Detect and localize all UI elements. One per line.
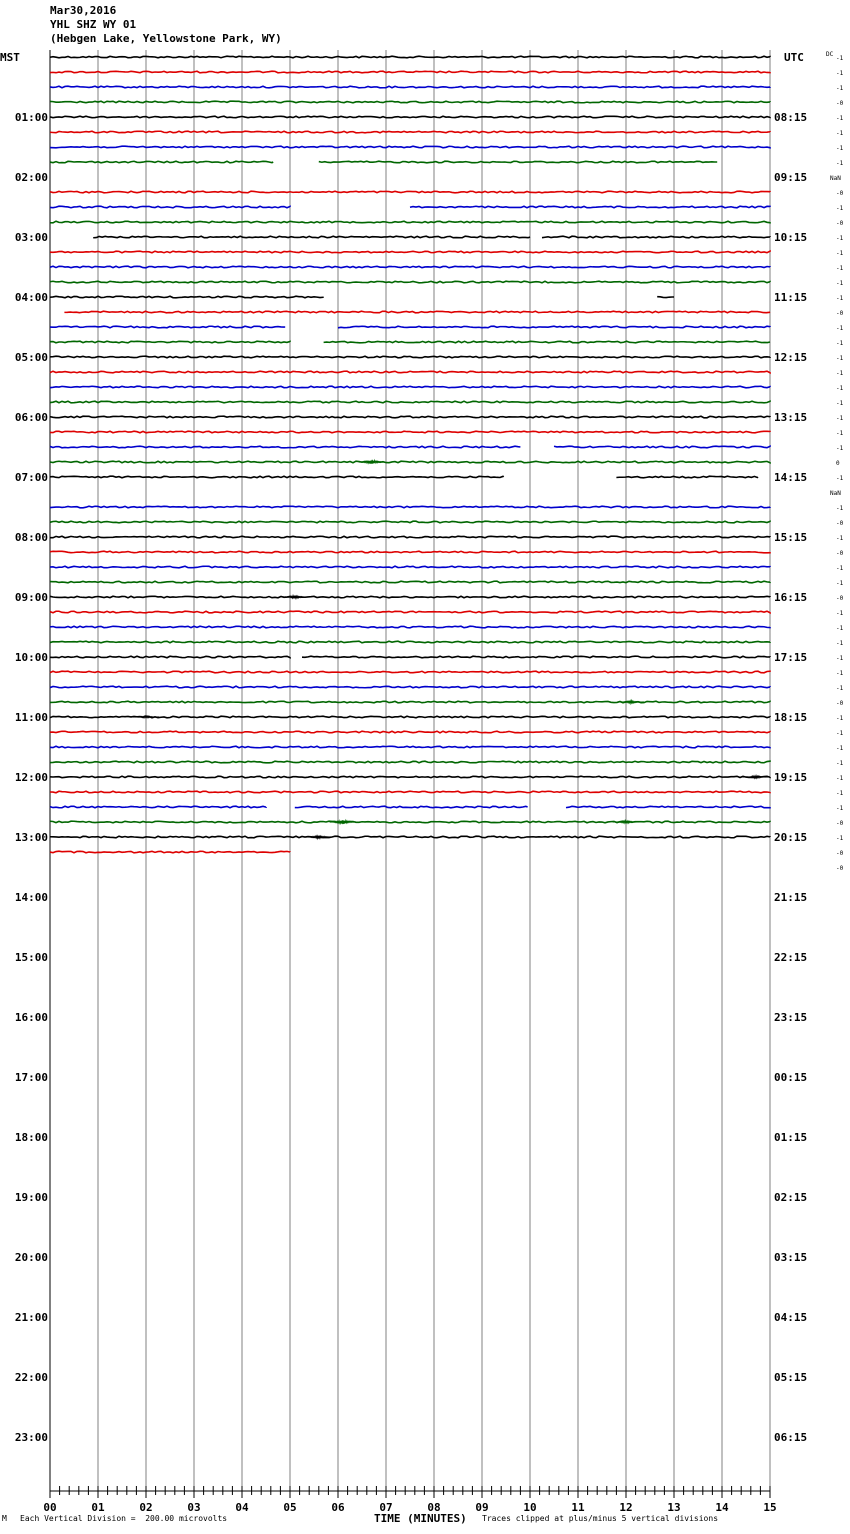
trace-row	[50, 386, 770, 388]
trace-segment	[50, 356, 770, 358]
trace-segment	[50, 506, 770, 508]
row-offset-label: -0	[836, 100, 844, 107]
right-hour-label: 21:15	[774, 891, 808, 904]
x-tick-label: 02	[139, 1501, 153, 1514]
right-hour-label: 05:15	[774, 1371, 808, 1384]
right-hour-label: 15:15	[774, 531, 808, 544]
row-offset-label: -1	[836, 805, 844, 812]
trace-row	[50, 431, 770, 433]
trace-segment	[50, 821, 770, 823]
row-offset-label: -0	[836, 700, 844, 707]
row-offset-label: -1	[836, 625, 844, 632]
right-hour-label: 03:15	[774, 1251, 808, 1264]
right-hour-label: 10:15	[774, 231, 808, 244]
trace-row	[50, 161, 717, 163]
right-hour-label: 19:15	[774, 771, 808, 784]
row-offset-label: -1	[836, 445, 844, 452]
trace-segment	[50, 131, 770, 133]
row-offset-label: -0	[836, 310, 844, 317]
trace-segment	[50, 641, 770, 643]
row-offset-label: -0	[836, 550, 844, 557]
trace-segment	[50, 161, 273, 163]
trace-row	[50, 101, 770, 103]
trace-row	[50, 836, 770, 839]
trace-segment	[50, 446, 520, 448]
trace-segment	[50, 371, 770, 373]
trace-row	[50, 671, 770, 673]
row-offset-label: -1	[836, 640, 844, 647]
row-offset-label: -1	[836, 760, 844, 767]
trace-row	[50, 460, 770, 464]
corner-mark: M	[2, 1514, 7, 1523]
trace-row	[50, 581, 770, 583]
trace-row	[50, 626, 770, 628]
right-hour-label: 20:15	[774, 831, 808, 844]
trace-row	[50, 551, 770, 553]
x-tick-label: 09	[475, 1501, 489, 1514]
right-hour-label: 22:15	[774, 951, 808, 964]
left-hour-label: 01:00	[14, 111, 48, 124]
trace-segment	[50, 806, 266, 808]
trace-segment	[50, 191, 770, 193]
left-hour-label: 04:00	[14, 291, 48, 304]
trace-segment	[50, 776, 770, 778]
trace-row	[50, 116, 770, 118]
left-hour-label: 07:00	[14, 471, 48, 484]
left-hour-label: 19:00	[14, 1191, 48, 1204]
right-hour-label: 18:15	[774, 711, 808, 724]
trace-segment	[93, 236, 530, 238]
x-tick-label: 15	[763, 1501, 777, 1514]
trace-segment	[50, 206, 290, 208]
trace-segment	[410, 206, 770, 208]
trace-segment	[50, 116, 770, 118]
trace-segment	[50, 101, 770, 103]
left-axis-heading: MST	[0, 51, 20, 64]
trace-segment	[64, 311, 770, 313]
left-hour-label: 15:00	[14, 951, 48, 964]
row-offset-label: -0	[836, 190, 844, 197]
trace-segment	[542, 236, 770, 238]
right-hour-label: 04:15	[774, 1311, 808, 1324]
trace-row	[50, 356, 770, 358]
x-tick-label: 00	[43, 1501, 57, 1514]
trace-segment	[50, 731, 770, 733]
trace-segment	[50, 671, 770, 673]
left-hour-label: 06:00	[14, 411, 48, 424]
row-offset-label: -1	[836, 280, 844, 287]
row-offset-label: -1	[836, 370, 844, 377]
right-hour-label: 16:15	[774, 591, 808, 604]
trace-segment	[50, 566, 770, 568]
trace-row	[50, 191, 770, 193]
row-offset-label: -1	[836, 685, 844, 692]
x-axis-ticks	[50, 1486, 770, 1498]
trace-segment	[50, 401, 770, 403]
row-offset-label: -1	[836, 835, 844, 842]
row-offset-label: -1	[836, 55, 844, 62]
row-offset-label: -1	[836, 130, 844, 137]
trace-row	[50, 791, 770, 793]
right-hour-label: 13:15	[774, 411, 808, 424]
trace-row	[50, 851, 290, 853]
row-offset-label: -1	[836, 715, 844, 722]
station-code: YHL SHZ WY 01	[50, 18, 137, 31]
trace-segment	[554, 446, 770, 448]
trace-row	[50, 521, 770, 523]
x-axis-title: TIME (MINUTES)	[374, 1512, 467, 1525]
trace-segment	[50, 71, 770, 73]
trace-segment	[50, 581, 770, 583]
trace-row	[50, 820, 770, 824]
seismic-traces	[50, 56, 770, 853]
row-offset-label: -1	[836, 565, 844, 572]
trace-segment	[50, 656, 290, 658]
trace-row	[50, 401, 770, 403]
row-offset-label: -0	[836, 595, 844, 602]
row-offset-label: -1	[836, 655, 844, 662]
trace-segment	[50, 296, 324, 298]
row-offset-label: -1	[836, 265, 844, 272]
x-tick-label: 01	[91, 1501, 105, 1514]
row-offset-label: NaN	[830, 175, 841, 182]
row-offset-label: -0	[836, 850, 844, 857]
x-tick-label: 13	[667, 1501, 681, 1514]
trace-row	[50, 716, 770, 718]
row-offset-label: -0	[836, 520, 844, 527]
trace-segment	[50, 86, 770, 88]
right-hour-label: 12:15	[774, 351, 808, 364]
row-offset-label: -1	[836, 580, 844, 587]
trace-segment	[50, 791, 770, 793]
trace-row	[50, 131, 770, 133]
trace-segment	[50, 341, 290, 343]
trace-segment	[50, 611, 770, 613]
trace-segment	[324, 341, 770, 343]
trace-row	[50, 506, 770, 508]
left-hour-label: 23:00	[14, 1431, 48, 1444]
trace-row	[93, 236, 770, 238]
right-hour-label: 23:15	[774, 1011, 808, 1024]
row-offset-label: -1	[836, 730, 844, 737]
trace-segment	[50, 551, 770, 553]
trace-segment	[50, 686, 770, 688]
row-offset-label: -1	[836, 85, 844, 92]
trace-row	[50, 86, 770, 88]
plot-date: Mar30,2016	[50, 4, 117, 17]
row-offset-label: -1	[836, 745, 844, 752]
trace-segment	[50, 281, 770, 283]
left-hour-label: 18:00	[14, 1131, 48, 1144]
station-location: (Hebgen Lake, Yellowstone Park, WY)	[50, 32, 282, 45]
trace-row	[50, 641, 770, 643]
trace-row	[64, 311, 770, 313]
trace-row	[50, 446, 770, 448]
x-tick-label: 03	[187, 1501, 201, 1514]
right-hour-label: 09:15	[774, 171, 808, 184]
trace-row	[50, 776, 770, 778]
right-hour-label: 02:15	[774, 1191, 808, 1204]
right-hour-label: 11:15	[774, 291, 808, 304]
left-hour-label: 03:00	[14, 231, 48, 244]
trace-row	[50, 251, 770, 253]
row-offset-label: -1	[836, 325, 844, 332]
trace-row	[50, 326, 770, 328]
row-offset-label: -0	[836, 220, 844, 227]
x-tick-label: 12	[619, 1501, 633, 1514]
x-tick-label: 07	[379, 1501, 393, 1514]
right-hour-label: 17:15	[774, 651, 808, 664]
trace-segment	[50, 851, 290, 853]
trace-segment	[50, 146, 770, 148]
left-hour-label: 14:00	[14, 891, 48, 904]
row-offset-label: -1	[836, 160, 844, 167]
trace-row	[50, 56, 770, 58]
row-offset-label: -1	[836, 475, 844, 482]
x-tick-label: 10	[523, 1501, 537, 1514]
right-hour-label: 00:15	[774, 1071, 808, 1084]
row-offset-label: -1	[836, 205, 844, 212]
trace-segment	[50, 326, 285, 328]
left-hour-label: 16:00	[14, 1011, 48, 1024]
right-hour-label: 01:15	[774, 1131, 808, 1144]
row-offset-label: -1	[836, 430, 844, 437]
row-offset-label: -1	[836, 115, 844, 122]
trace-segment	[50, 476, 504, 478]
row-offset-label: -1	[836, 355, 844, 362]
trace-segment	[50, 836, 770, 838]
trace-segment	[302, 656, 770, 658]
trace-row	[50, 71, 770, 73]
row-offset-label: -1	[836, 340, 844, 347]
trace-segment	[50, 431, 770, 433]
row-offset-label: -1	[836, 295, 844, 302]
x-tick-label: 05	[283, 1501, 297, 1514]
trace-row	[50, 701, 770, 703]
trace-segment	[50, 626, 770, 628]
trace-segment	[566, 806, 770, 808]
row-offset-label: -1	[836, 790, 844, 797]
x-tick-label: 14	[715, 1501, 729, 1514]
row-offset-label: NaN	[830, 490, 841, 497]
trace-row	[50, 566, 770, 568]
row-offset-label: -1	[836, 145, 844, 152]
trace-row	[50, 686, 770, 688]
dc-label: DC	[826, 51, 834, 58]
row-offset-label: -1	[836, 535, 844, 542]
clip-note: Traces clipped at plus/minus 5 vertical divisions	[482, 1514, 719, 1523]
row-offset-label: -1	[836, 775, 844, 782]
row-offset-label: 0	[836, 460, 840, 467]
trace-segment	[616, 476, 758, 478]
trace-segment	[338, 326, 770, 328]
left-hour-label: 12:00	[14, 771, 48, 784]
trace-row	[50, 206, 770, 208]
trace-segment	[50, 251, 770, 253]
trace-row	[50, 146, 770, 148]
trace-segment	[50, 761, 770, 763]
row-offset-label: -1	[836, 235, 844, 242]
trace-segment	[50, 386, 770, 388]
trace-segment	[50, 461, 770, 463]
trace-event	[133, 716, 159, 718]
axis-labels	[0, 51, 844, 1514]
left-hour-label: 17:00	[14, 1071, 48, 1084]
right-hour-label: 08:15	[774, 111, 808, 124]
trace-row	[50, 416, 770, 418]
left-hour-label: 08:00	[14, 531, 48, 544]
trace-row	[50, 371, 770, 373]
trace-row	[50, 296, 674, 298]
trace-segment	[50, 266, 770, 268]
trace-row	[50, 761, 770, 763]
trace-row	[50, 221, 770, 223]
row-offset-label: -1	[836, 670, 844, 677]
left-hour-label: 09:00	[14, 591, 48, 604]
trace-row	[50, 806, 770, 808]
right-axis-heading: UTC	[784, 51, 804, 64]
trace-segment	[50, 521, 770, 523]
right-hour-label: 14:15	[774, 471, 808, 484]
x-tick-label: 04	[235, 1501, 249, 1514]
row-offset-label: -1	[836, 385, 844, 392]
row-offset-label: -1	[836, 250, 844, 257]
x-tick-label: 08	[427, 1501, 441, 1514]
left-hour-label: 21:00	[14, 1311, 48, 1324]
trace-segment	[657, 297, 674, 298]
trace-segment	[50, 596, 770, 598]
trace-row	[50, 341, 770, 343]
row-offset-label: -1	[836, 610, 844, 617]
trace-row	[50, 731, 770, 733]
row-offset-label: -1	[836, 505, 844, 512]
left-hour-label: 13:00	[14, 831, 48, 844]
left-hour-label: 10:00	[14, 651, 48, 664]
left-hour-label: 20:00	[14, 1251, 48, 1264]
trace-row	[50, 266, 770, 268]
row-offset-label: -0	[836, 865, 844, 872]
x-tick-label: 11	[571, 1501, 585, 1514]
trace-row	[50, 536, 770, 538]
right-hour-label: 06:15	[774, 1431, 808, 1444]
trace-segment	[50, 56, 770, 58]
scale-note: Each Vertical Division = 200.00 microvolts	[20, 1514, 228, 1523]
trace-segment	[50, 536, 770, 538]
trace-segment	[295, 806, 528, 808]
trace-segment	[50, 221, 770, 223]
trace-segment	[50, 701, 770, 703]
left-hour-label: 22:00	[14, 1371, 48, 1384]
left-hour-label: 11:00	[14, 711, 48, 724]
row-offset-label: -1	[836, 70, 844, 77]
trace-segment	[50, 416, 770, 418]
row-offset-label: -1	[836, 415, 844, 422]
trace-row	[50, 656, 770, 658]
trace-row	[50, 476, 758, 478]
trace-row	[50, 596, 770, 599]
trace-row	[50, 281, 770, 283]
trace-row	[50, 746, 770, 748]
left-hour-label: 05:00	[14, 351, 48, 364]
trace-segment	[319, 161, 717, 163]
row-offset-label: -0	[836, 820, 844, 827]
trace-row	[50, 611, 770, 613]
trace-segment	[50, 746, 770, 748]
trace-event	[358, 460, 384, 464]
left-hour-label: 02:00	[14, 171, 48, 184]
row-offset-label: -1	[836, 400, 844, 407]
x-tick-label: 06	[331, 1501, 345, 1514]
